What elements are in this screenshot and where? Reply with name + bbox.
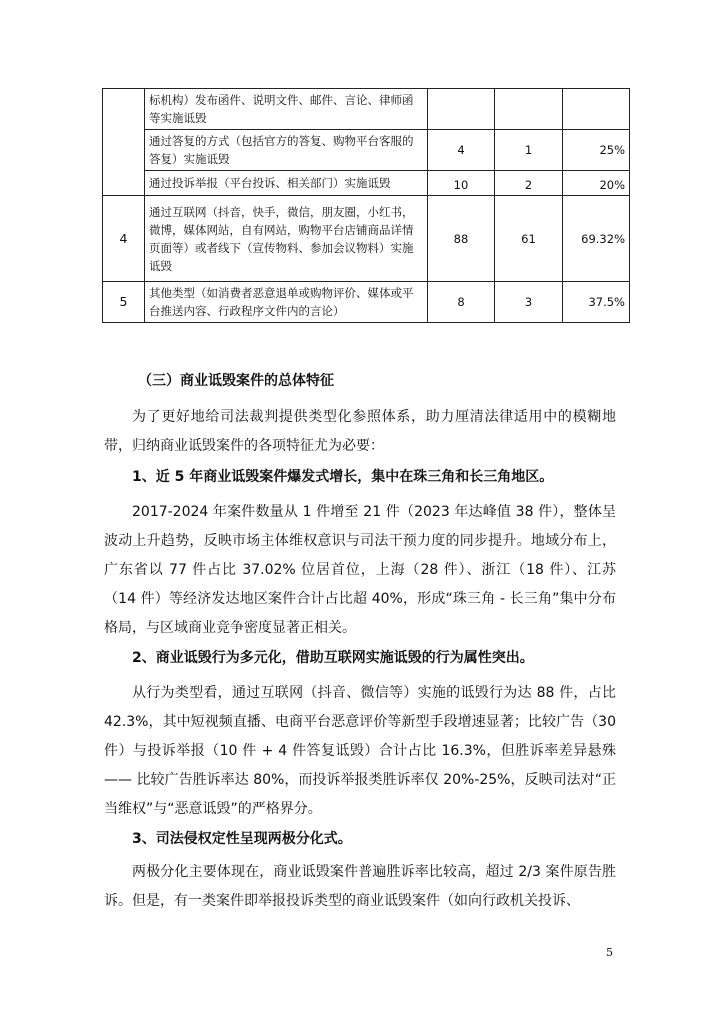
table-row bbox=[103, 130, 630, 171]
row-case-count: 4 bbox=[428, 130, 495, 171]
row-description: 通过答复的方式（包括官方的答复、购物平台客服的答复）实施诋毁 bbox=[145, 130, 428, 171]
point-1-paragraph: 2017-2024 年案件数量从 1 件增至 21 件（2023 年达峰值 38 件），整体呈波动上升趋势，反映市场主体维权意识与司法干预力度的同步提升。地域分布上，广东省以 77 件占比 37.02% 位居首位，上海（28 件）、浙江（18 件）、江苏（14 件）等经济发达地区案件合计占比超 40%，形成“珠三角 - 长三角”集中分布格局，与区域商业竞争密度显著正相关。 bbox=[104, 504, 616, 636]
table-row bbox=[103, 282, 630, 323]
row-description: 标机构）发布函件、说明文件、邮件、言论、律师函等实施诋毁 bbox=[145, 89, 428, 130]
row-case-count: 88 bbox=[428, 196, 495, 282]
row-description: 其他类型（如消费者恶意退单或购物评价、媒体或平台推送内容、行政程序文件内的言论） bbox=[145, 282, 428, 323]
point-1-heading: 1、近 5 年商业诋毁案件爆发式增长，集中在珠三角和长三角地区。 bbox=[132, 469, 554, 485]
point-2-paragraph: 从行为类型看，通过互联网（抖音、微信等）实施的诋毁行为达 88 件，占比 42.3%，其中短视频直播、电商平台恶意评价等新型手段增速显著；比较广告（30 件）与投诉举报（10 件 + 4 件答复诋毁）合计占比 16.3%，但胜诉率差异悬殊 —— 比较广告胜诉率达 80%，而投诉举报类胜诉率仅 20%-25%，反映司法对“正当维权”与“恶意诋毁”的严格界分。 bbox=[104, 685, 616, 817]
page-number: 5 bbox=[606, 946, 613, 959]
row-win-rate: 37.5% bbox=[563, 282, 630, 323]
row-index: 5 bbox=[103, 282, 145, 323]
row-win-count: 2 bbox=[495, 171, 563, 196]
row-case-count: 8 bbox=[428, 282, 495, 323]
row-index: 4 bbox=[103, 196, 145, 282]
table-row bbox=[103, 196, 630, 282]
row-index bbox=[103, 89, 145, 196]
row-win-rate: 25% bbox=[563, 130, 630, 171]
row-case-count: 10 bbox=[428, 171, 495, 196]
row-win-rate: 20% bbox=[563, 171, 630, 196]
row-win-count bbox=[495, 89, 563, 130]
point-3-heading: 3、司法侵权定性呈现两极分化式。 bbox=[132, 831, 352, 847]
intro-paragraph: 为了更好地给司法裁判提供类型化参照体系，助力厘清法律适用中的模糊地带，归纳商业诋毁案件的各项特征尤为必要： bbox=[104, 409, 616, 454]
row-case-count bbox=[428, 89, 495, 130]
table-row bbox=[103, 89, 630, 130]
point-3-paragraph: 两极分化主要体现在，商业诋毁案件普遍胜诉率比较高，超过 2/3 案件原告胜诉。但是，有一类案件即举报投诉类型的商业诋毁案件（如向行政机关投诉、 bbox=[104, 864, 616, 909]
row-win-count: 1 bbox=[495, 130, 563, 171]
case-type-table bbox=[102, 88, 630, 323]
row-win-count: 61 bbox=[495, 196, 563, 282]
section-title: （三）商业诋毁案件的总体特征 bbox=[138, 373, 334, 389]
row-win-rate: 69.32% bbox=[563, 196, 630, 282]
row-win-rate bbox=[563, 89, 630, 130]
row-win-count: 3 bbox=[495, 282, 563, 323]
row-description: 通过互联网（抖音，快手，微信，朋友圈，小红书，微博，媒体网站，自有网站，购物平台店铺商品详情页面等）或者线下（宣传物料、参加会议物料）实施诋毁 bbox=[145, 196, 428, 282]
table-row bbox=[103, 171, 630, 196]
row-description: 通过投诉举报（平台投诉、相关部门）实施诋毁 bbox=[145, 171, 428, 196]
point-2-heading: 2、商业诋毁行为多元化，借助互联网实施诋毁的行为属性突出。 bbox=[132, 650, 534, 666]
